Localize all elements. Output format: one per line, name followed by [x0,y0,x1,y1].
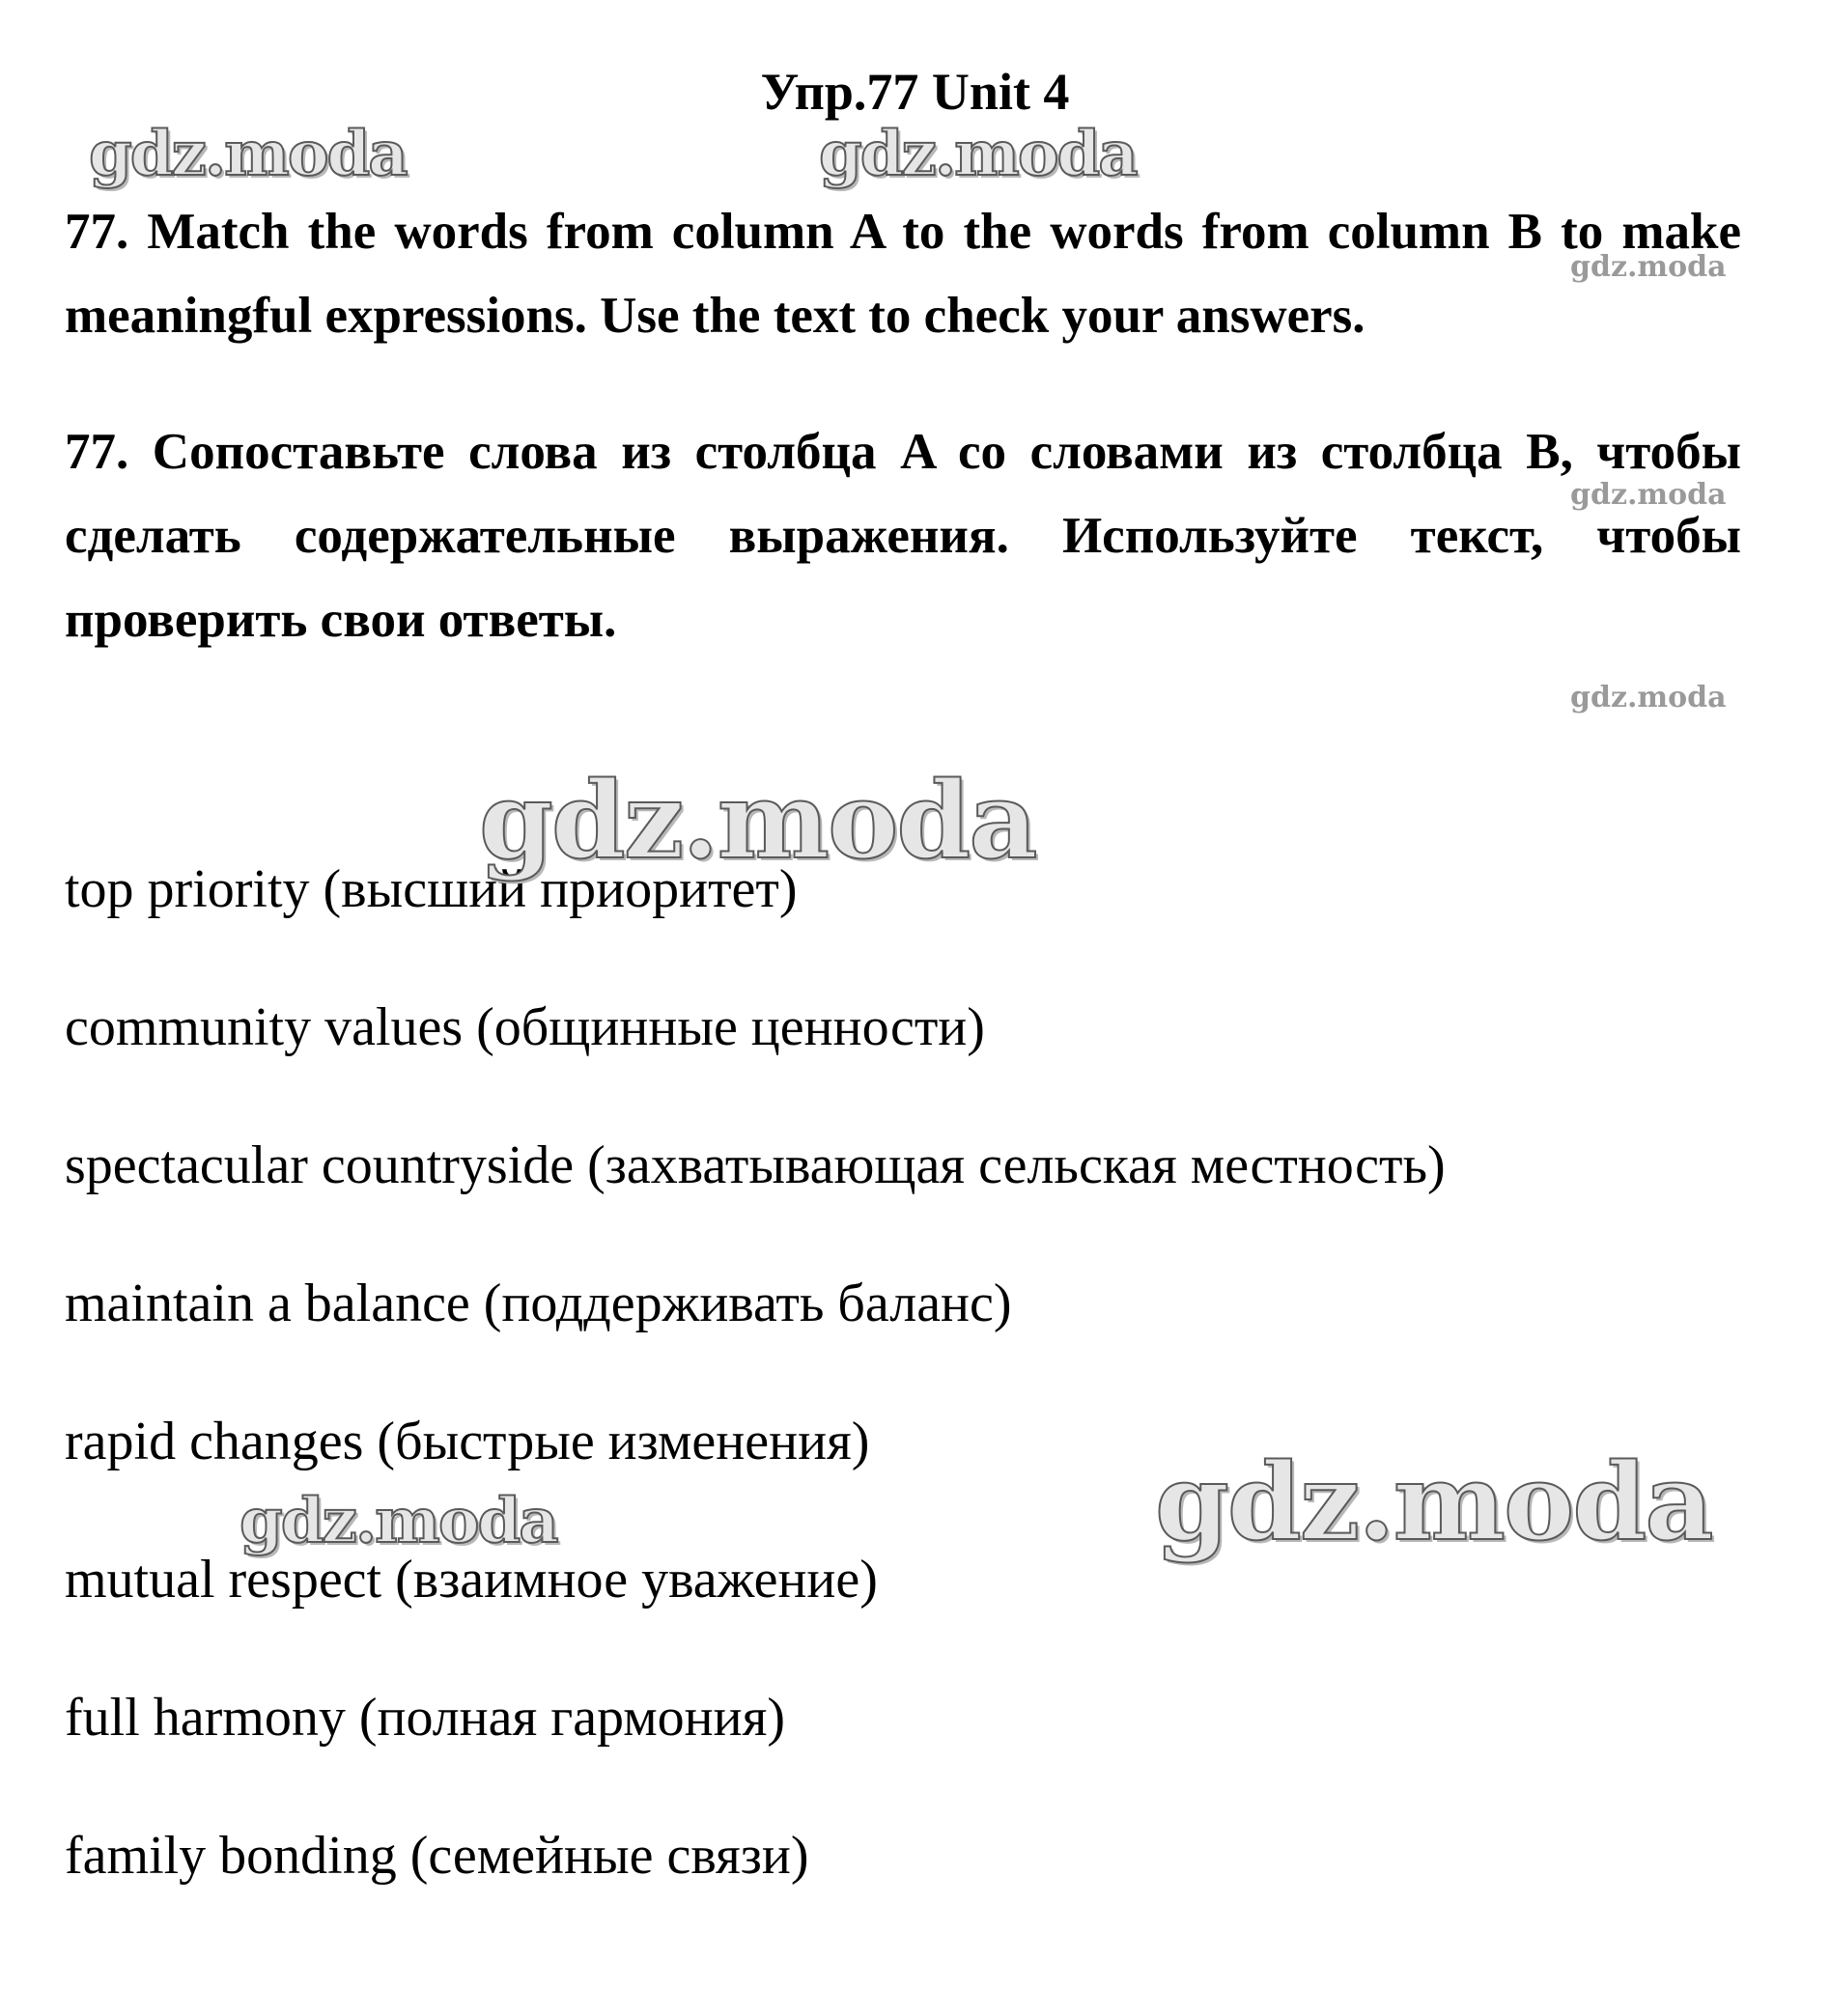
watermark-logo: gdz.moda [1570,250,1727,284]
answer-item: rapid changes (быстрые изменения) [65,1412,870,1471]
answer-item: full harmony (полная гармония) [65,1688,785,1748]
answer-item: maintain a balance (поддерживать баланс) [65,1274,1012,1333]
task-english: 77. Match the words from column A to the words from column B to make meaningful expressions. Use the text to check your answers. [65,204,1741,344]
watermark-logo: gdz.moda [1570,681,1727,714]
answer-item: top priority (высший приоритет) [65,859,798,919]
answer-item: spectacular countryside (захватывающая сельская местность) [65,1135,1446,1195]
watermark-logo: gdz.moda [1155,1440,1712,1564]
page-title: Упр.77 Unit 4 [760,63,1070,121]
task-russian: 77. Сопоставьте слова из столбца A со словами из столбца B, чтобы сделать содержательные выражения. Используйте текст, чтобы проверить свои ответы. [65,424,1741,648]
watermark-logo: gdz.moda [1570,478,1727,512]
watermark-logo: gdz.moda [239,1485,557,1557]
watermark-logo: gdz.moda [479,758,1036,882]
answer-item: community values (общинные ценности) [65,997,985,1057]
answer-item: family bonding (семейные связи) [65,1826,809,1886]
watermark-logo: gdz.moda [89,118,407,190]
watermark-logo: gdz.moda [819,118,1137,190]
answer-list [65,858,1446,1963]
answer-item: mutual respect (взаимное уважение) [65,1550,878,1610]
